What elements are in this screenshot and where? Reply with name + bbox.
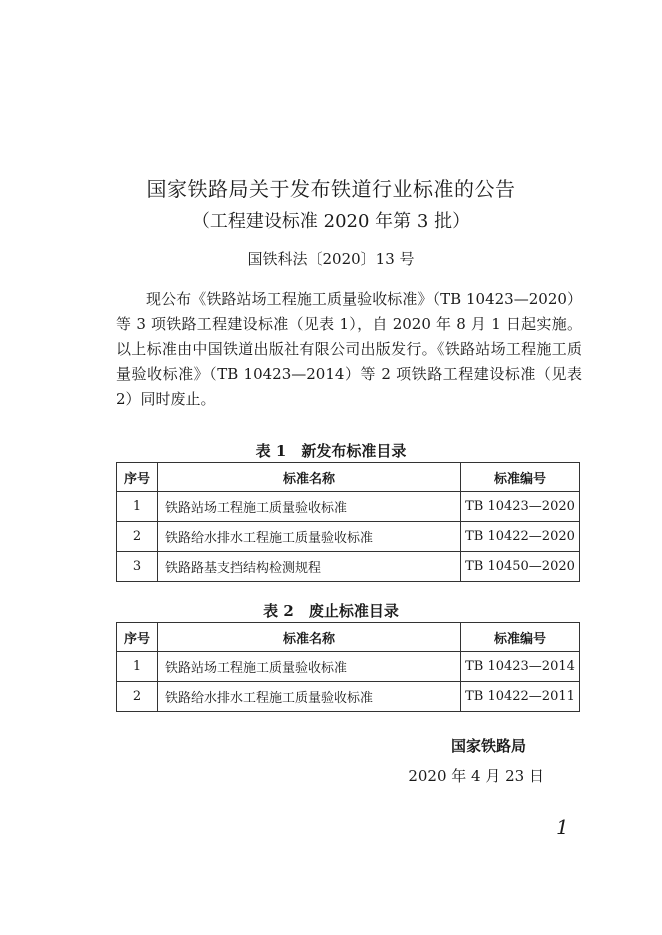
new-standards-table xyxy=(116,462,580,582)
row-standard-code: TB 10422—2020 xyxy=(461,522,580,552)
table1-caption: 表 1 新发布标准目录 xyxy=(255,442,407,460)
row-standard-name: 铁路站场工程施工质量验收标准 xyxy=(158,492,461,522)
header-serial: 序号 xyxy=(117,463,158,492)
header-serial: 序号 xyxy=(117,623,158,652)
row-standard-code: TB 10422—2011 xyxy=(461,682,580,712)
announcement-title: 国家铁路局关于发布铁道行业标准的公告 xyxy=(146,177,516,201)
announcement-subtitle: （工程建设标准 2020 年第 3 批） xyxy=(191,211,471,232)
row-standard-code: TB 10423—2020 xyxy=(461,492,580,522)
row-standard-name: 铁路给水排水工程施工质量验收标准 xyxy=(158,682,461,712)
announcement-body: 现公布《铁路站场工程施工质量验收标准》（TB 10423—2020）等 3 项铁路工程建设标准（见表 1），自 2020 年 8 月 1 日起实施。以上标准由中国铁道出版社有限公司出版发行。《铁路站场工程施工质量验收标准》（TB 10423—2014）等 2 项铁路工程建设标准（见表 2）同时废止。 xyxy=(116,290,582,408)
row-standard-name: 铁路站场工程施工质量验收标准 xyxy=(158,652,461,682)
header-standard-code: 标准编号 xyxy=(461,463,580,492)
row-serial: 1 xyxy=(117,652,158,682)
row-serial: 3 xyxy=(117,552,158,582)
row-standard-name: 铁路路基支挡结构检测规程 xyxy=(158,552,461,582)
row-serial: 2 xyxy=(117,522,158,552)
row-standard-code: TB 10423—2014 xyxy=(461,652,580,682)
header-standard-code: 标准编号 xyxy=(461,623,580,652)
table-header-row xyxy=(117,463,580,492)
table-row xyxy=(117,552,580,582)
row-standard-name: 铁路给水排水工程施工质量验收标准 xyxy=(158,522,461,552)
abolished-standards-table xyxy=(116,622,580,712)
document-number: 国铁科法〔2020〕13 号 xyxy=(247,250,415,268)
table-row xyxy=(117,652,580,682)
table-row xyxy=(117,492,580,522)
row-serial: 1 xyxy=(117,492,158,522)
table-row xyxy=(117,522,580,552)
table-header-row xyxy=(117,623,580,652)
page-number: 1 xyxy=(556,815,569,839)
header-standard-name: 标准名称 xyxy=(158,463,461,492)
row-standard-code: TB 10450—2020 xyxy=(461,552,580,582)
header-standard-name: 标准名称 xyxy=(158,623,461,652)
issue-date: 2020 年 4 月 23 日 xyxy=(408,767,544,785)
table2-caption: 表 2 废止标准目录 xyxy=(263,602,399,620)
table-row xyxy=(117,682,580,712)
issuing-authority: 国家铁路局 xyxy=(450,737,526,755)
row-serial: 2 xyxy=(117,682,158,712)
